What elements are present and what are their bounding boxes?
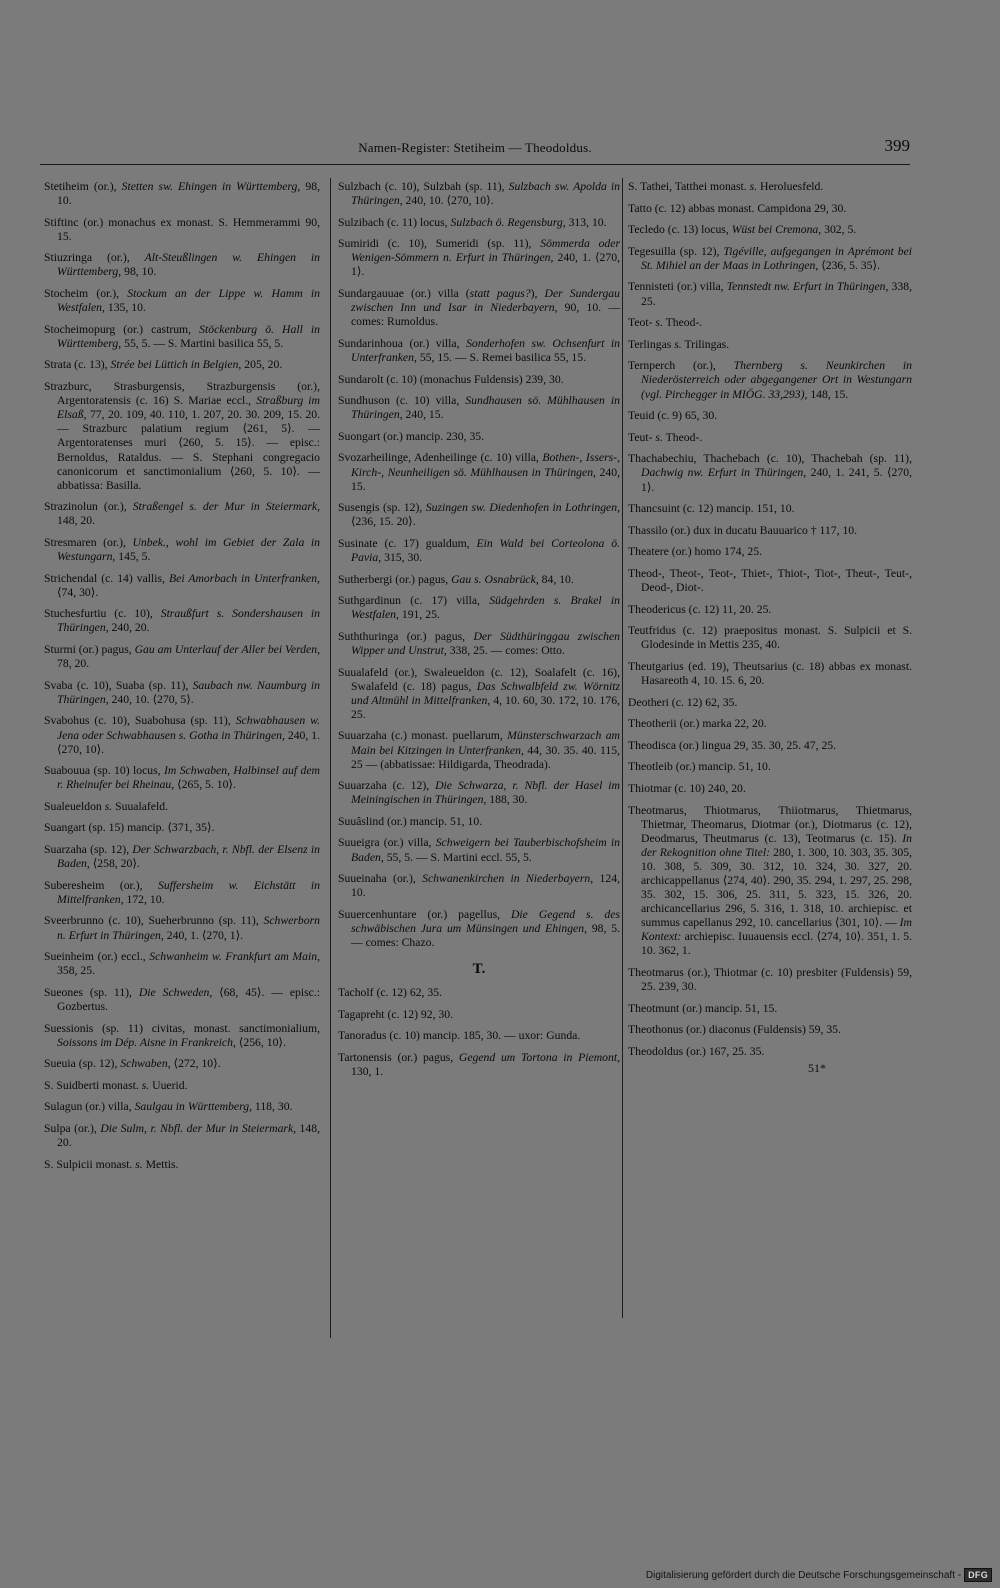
- index-entry: Suabouua (sp. 10) locus, Im Schwaben, Halbinsel auf dem r. Rheinufer bei Rheinau, ⟨265, 5. 10⟩.: [44, 764, 320, 792]
- index-entry: Theotmarus, Thiotmarus, Thiiotmarus, Thietmarus, Thietmar, Theomarus, Diotmar (or.), Diotmarus (c. 12), Deodmarus, Theutmarus (c. 13), Teotmarus (c. 15). In der Rekognition ohne Titel: 280, 1. 300, 10. 303, 35. 305, 10. 308, 5. 309, 30. 312, 10. 324, 30. 327, 20. archicappellanus ⟨274, 40⟩. 290, 35. 294, 1. 297, 25. 298, 35. 302, 15. 306, 25. 311, 5. 323, 15. 326, 20. archicancellarius 296, 5. 316, 1. 318, 10. archiepisc. et summus capellanus 292, 10. cancellarius ⟨301, 10⟩. — Im Kontext: archiepisc. Iuuauensis eccl. ⟨274, 10⟩. 351, 1. 5. 10. 362, 1.: [628, 803, 913, 958]
- index-entry: Theotleib (or.) mancip. 51, 10.: [628, 760, 771, 774]
- index-entry: Svabohus (c. 10), Suabohusa (sp. 11), Schwabhausen w. Jena oder Schwabhausen s. Gotha in Thüringen, 240, 1. ⟨270, 10⟩.: [44, 714, 321, 756]
- index-entry: Susinate (c. 17) gualdum, Ein Wald bei Corteolona ö. Pavia, 315, 30.: [338, 536, 620, 564]
- index-entry: Suongart (or.) mancip. 230, 35.: [338, 429, 485, 443]
- index-entry: Sundhuson (c. 10) villa, Sundhausen sö. Mühlhausen in Thüringen, 240, 15.: [338, 394, 621, 422]
- index-entry: Suuarzaha (c. 12), Die Schwarza, r. Nbfl. der Hasel im Meiningischen in Thüringen, 188, 30.: [338, 779, 620, 807]
- index-entry: Sveerbrunno (c. 10), Sueherbrunno (sp. 11), Schwerborn n. Erfurt in Thüringen, 240, 1. ⟨270, 1⟩.: [44, 914, 320, 942]
- index-entry: Stresmaren (or.), Unbek., wohl im Gebiet der Zala in Westungarn, 145, 5.: [44, 535, 320, 564]
- index-entry: Sulzbach (c. 10), Sulzbah (sp. 11), Sulzbach sw. Apolda in Thüringen, 240, 10. ⟨270, 10⟩.: [338, 180, 620, 208]
- index-entry: Sundarolt (c. 10) (monachus Fuldensis) 239, 30.: [338, 372, 564, 386]
- index-entry: Deotheri (c. 12) 62, 35.: [628, 695, 738, 709]
- index-entry: Sueuia (sp. 12), Schwaben, ⟨272, 10⟩.: [44, 1057, 221, 1071]
- index-entry: Theutgarius (ed. 19), Theutsarius (c. 18) abbas ex monast. Hasareoth 4, 10. 15. 6, 20.: [628, 659, 912, 687]
- index-entry: Sulagun (or.) villa, Saulgau in Württemberg, 118, 30.: [44, 1100, 293, 1114]
- index-entry: Theodoldus (or.) 167, 25. 35.: [628, 1044, 765, 1058]
- page-number: 399: [884, 136, 910, 155]
- index-entry: Suberesheim (or.), Suffersheim w. Eichstätt in Mittelfranken, 172, 10.: [44, 878, 320, 906]
- index-entry: Stiftinc (or.) monachus ex monast. S. Hemmerammi 90, 15.: [44, 215, 320, 243]
- index-column-3-entries: [628, 180, 912, 1059]
- column-rule-1: [330, 178, 331, 1338]
- running-title: Namen-Register: Stetiheim — Theodoldus.: [358, 140, 592, 155]
- index-column-2-t-entries: [338, 986, 620, 1079]
- column-rule-2: [622, 178, 623, 1318]
- index-entry: Theatere (or.) homo 174, 25.: [628, 545, 763, 559]
- index-entry: S. Suidberti monast. s. Uuerid.: [44, 1078, 188, 1092]
- index-entry: Thiotmar (c. 10) 240, 20.: [628, 781, 746, 795]
- index-entry: Teutfridus (c. 12) praepositus monast. S. Sulpicii et S. Glodesinde in Mettis 235, 40.: [628, 624, 912, 652]
- index-entry: Suthgardinun (c. 17) villa, Südgehrden s. Brakel in Westfalen, 191, 25.: [338, 594, 620, 622]
- index-entry: Suuâslind (or.) mancip. 51, 10.: [338, 814, 483, 828]
- index-entry: Stetiheim (or.), Stetten sw. Ehingen in Württemberg, 98, 10.: [44, 180, 321, 208]
- index-entry: Theotmarus (or.), Thiotmar (c. 10) presbiter (Fuldensis) 59, 25. 239, 30.: [628, 966, 912, 994]
- section-letter-t: T.: [472, 961, 486, 978]
- index-entry: Sundarinhoua (or.) villa, Sonderhofen sw. Ochsenfurt in Unterfranken, 55, 15. — S. Remei basilica 55, 15.: [338, 336, 620, 364]
- index-entry: Sualeueldon s. Suualafeld.: [44, 799, 169, 813]
- index-entry: Tecledo (c. 13) locus, Wüst bei Cremona, 302, 5.: [628, 223, 857, 237]
- index-entry: Strazinolun (or.), Straßengel s. der Mur in Steiermark, 148, 20.: [44, 500, 320, 528]
- index-entry: Strichendal (c. 14) vallis, Bei Amorbach in Unterfranken, ⟨74, 30⟩.: [44, 571, 320, 599]
- index-entry: Suueigra (or.) villa, Schweigern bei Tauberbischofsheim in Baden, 55, 5. — S. Martini eccl. 55, 5.: [338, 836, 620, 864]
- index-entry: Suualafeld (or.), Swaleueldon (c. 12), Soalafelt (c. 16), Swalafeld (c. 18) pagus, Das Schwalbfeld zw. Wörnitz und Altmühl in Mittelfranken, 4, 10. 60, 30. 172, 10. 176, 25.: [338, 665, 620, 721]
- index-entry: Theod-, Theot-, Teot-, Thiet-, Thiot-, Tiot-, Theut-, Teut-, Deod-, Diot-.: [628, 566, 912, 594]
- index-entry: Theothonus (or.) diaconus (Fuldensis) 59, 35.: [628, 1023, 841, 1037]
- index-entry: Suueinaha (or.), Schwanenkirchen in Niederbayern, 124, 10.: [338, 872, 621, 900]
- index-column-2-s-entries: [338, 180, 620, 950]
- index-entry: Sumiridi (c. 10), Sumeridi (sp. 11), Sömmerda oder Wenigen-Sömmern n. Erfurt in Thüringen, 240, 1. ⟨270, 1⟩.: [338, 237, 620, 279]
- index-entry: Suessionis (sp. 11) civitas, monast. sanctimonialium, Soissons im Dép. Aisne in Frankreich, ⟨256, 10⟩.: [44, 1021, 320, 1049]
- index-entry: Suuercenhuntare (or.) pagellus, Die Gegend s. des schwäbischen Jura um Münsingen und Ehingen, 98, 5. — comes: Chazo.: [338, 907, 621, 950]
- index-entry: Stuchesfurtiu (c. 10), Straußfurt s. Sondershausen in Thüringen, 240, 20.: [44, 607, 320, 635]
- footer-text: Digitalisierung gefördert durch die Deutsche Forschungsgemeinschaft -: [645, 1569, 962, 1581]
- index-column-3: [628, 180, 912, 1075]
- dfg-logo: DFG: [964, 1568, 992, 1582]
- page-header: [40, 136, 910, 165]
- signature-mark: 51*: [808, 1060, 826, 1075]
- index-entry: Sundargauuae (or.) villa (statt pagus?), Der Sundergau zwischen Inn und Isar in Niederbayern, 90, 10. — comes: Rumoldus.: [338, 287, 621, 329]
- index-entry: Theodericus (c. 12) 11, 20. 25.: [628, 602, 772, 616]
- index-entry: Stocheim (or.), Stockum an der Lippe w. Hamm in Westfalen, 135, 10.: [44, 287, 320, 315]
- index-entry: Strata (c. 13), Strée bei Lüttich in Belgien, 205, 20.: [44, 358, 283, 372]
- index-entry: Sulpa (or.), Die Sulm, r. Nbfl. der Mur in Steiermark, 148, 20.: [44, 1121, 321, 1150]
- index-entry: Stiuzringa (or.), Alt-Steußlingen w. Ehingen in Württemberg, 98, 10.: [44, 251, 321, 279]
- index-entry: Theotherii (or.) marka 22, 20.: [628, 717, 767, 731]
- index-entry: Tennisteti (or.) villa, Tennstedt nw. Erfurt in Thüringen, 338, 25.: [628, 280, 913, 308]
- index-entry: Tegesuilla (sp. 12), Tigéville, aufgegangen in Aprémont bei St. Mihiel an der Maas in Lothringen, ⟨236, 5. 35⟩.: [628, 244, 913, 272]
- index-entry: S. Tathei, Tatthei monast. s. Heroluesfeld.: [628, 180, 824, 193]
- index-entry: Tatto (c. 12) abbas monast. Campidona 29, 30.: [628, 201, 847, 215]
- index-entry: Sueinheim (or.) eccl., Schwanheim w. Frankfurt am Main, 358, 25.: [44, 950, 320, 978]
- index-entry: Ternperch (or.), Thernberg s. Neunkirchen in Niederösterreich oder abgegangener Ort in Westungarn (vgl. Pirchegger in MIÖG. 33,293), 148, 15.: [628, 359, 912, 401]
- index-entry: Sueones (sp. 11), Die Schweden, ⟨68, 45⟩. — episc.: Gozbertus.: [44, 985, 320, 1013]
- index-entry: Strazburc, Strasburgensis, Strazburgensis (or.), Argentoratensis (c. 16) S. Mariae eccl., Straßburg im Elsaß, 77, 20. 109, 40. 110, 1. 207, 20. 30. 209, 15. 20. — Strazburc palatium regium ⟨261, 5⟩. — Argentoratenses muri ⟨260, 5. 15⟩. — episc.: Bernoldus, Rataldus. — S. Stephani congregacio canonicorum et sanctimonialium ⟨260, 5. 10⟩. — abbatissa: Basilla.: [44, 380, 320, 492]
- index-entry: Svozarheilinge, Adenheilinge (c. 10) villa, Bothen-, Issers-, Kirch-, Neunheiligen sö. Mühlhausen in Thüringen, 240, 15.: [338, 451, 620, 493]
- index-entry: S. Sulpicii monast. s. Mettis.: [44, 1157, 179, 1171]
- index-entry: Teut- s. Theod-.: [628, 430, 703, 444]
- index-column-1: [44, 180, 320, 1179]
- index-entry: Sturmi (or.) pagus, Gau am Unterlauf der Aller bei Verden, 78, 20.: [44, 643, 320, 671]
- index-entry: Teot- s. Theod-.: [628, 316, 703, 330]
- index-entry: Terlingas s. Trilingas.: [628, 337, 730, 351]
- index-column-2: [338, 180, 620, 1087]
- index-entry: Tartonensis (or.) pagus, Gegend um Tortona in Piemont, 130, 1.: [338, 1051, 620, 1079]
- index-entry: Suuarzaha (c.) monast. puellarum, Münsterschwarzach am Main bei Kitzingen in Unterfranken, 44, 30. 35. 40. 115, 25 — (abbatissae: Hildigarda, Theodrada).: [338, 729, 620, 771]
- index-entry: Svaba (c. 10), Suaba (sp. 11), Saubach nw. Naumburg in Thüringen, 240, 10. ⟨270, 5⟩.: [44, 678, 320, 706]
- index-entry: Stocheimopurg (or.) castrum, Stöckenburg ö. Hall in Württemberg, 55, 5. — S. Martini basilica 55, 5.: [44, 322, 321, 350]
- index-entry: Thachabechiu, Thachebach (c. 10), Thachebah (sp. 11), Dachwig nw. Erfurt in Thüringen, 240, 1. 241, 5. ⟨270, 1⟩.: [628, 452, 912, 494]
- index-entry: Tagapreht (c. 12) 92, 30.: [338, 1007, 454, 1021]
- footer-credit: [646, 1568, 992, 1582]
- index-entry: Susengis (sp. 12), Suzingen sw. Diedenhofen in Lothringen, ⟨236, 15. 20⟩.: [338, 501, 620, 529]
- index-entry: Sutherbergi (or.) pagus, Gau s. Osnabrück, 84, 10.: [338, 572, 574, 586]
- index-entry: Suangart (sp. 15) mancip. ⟨371, 35⟩.: [44, 821, 215, 835]
- index-entry: Thassilo (or.) dux in ducatu Bauuarico † 117, 10.: [628, 523, 858, 537]
- index-entry: Tanoradus (c. 10) mancip. 185, 30. — uxor: Gunda.: [338, 1029, 581, 1043]
- index-entry: Suththuringa (or.) pagus, Der Südthüringgau zwischen Wipper und Unstrut, 338, 25. — comes: Otto.: [338, 629, 621, 657]
- index-entry: Teuid (c. 9) 65, 30.: [628, 409, 718, 423]
- index-entry: Thancsuint (c. 12) mancip. 151, 10.: [628, 502, 795, 516]
- index-entry: Sulzibach (c. 11) locus, Sulzbach ö. Regensburg, 313, 10.: [338, 215, 607, 229]
- index-entry: Tacholf (c. 12) 62, 35.: [338, 986, 443, 1000]
- index-entry: Theotmunt (or.) mancip. 51, 15.: [628, 1001, 778, 1015]
- index-entry: Theodisca (or.) lingua 29, 35. 30, 25. 47, 25.: [628, 738, 837, 752]
- index-entry: Suarzaha (sp. 12), Der Schwarzbach, r. Nbfl. der Elsenz in Baden, ⟨258, 20⟩.: [44, 843, 321, 871]
